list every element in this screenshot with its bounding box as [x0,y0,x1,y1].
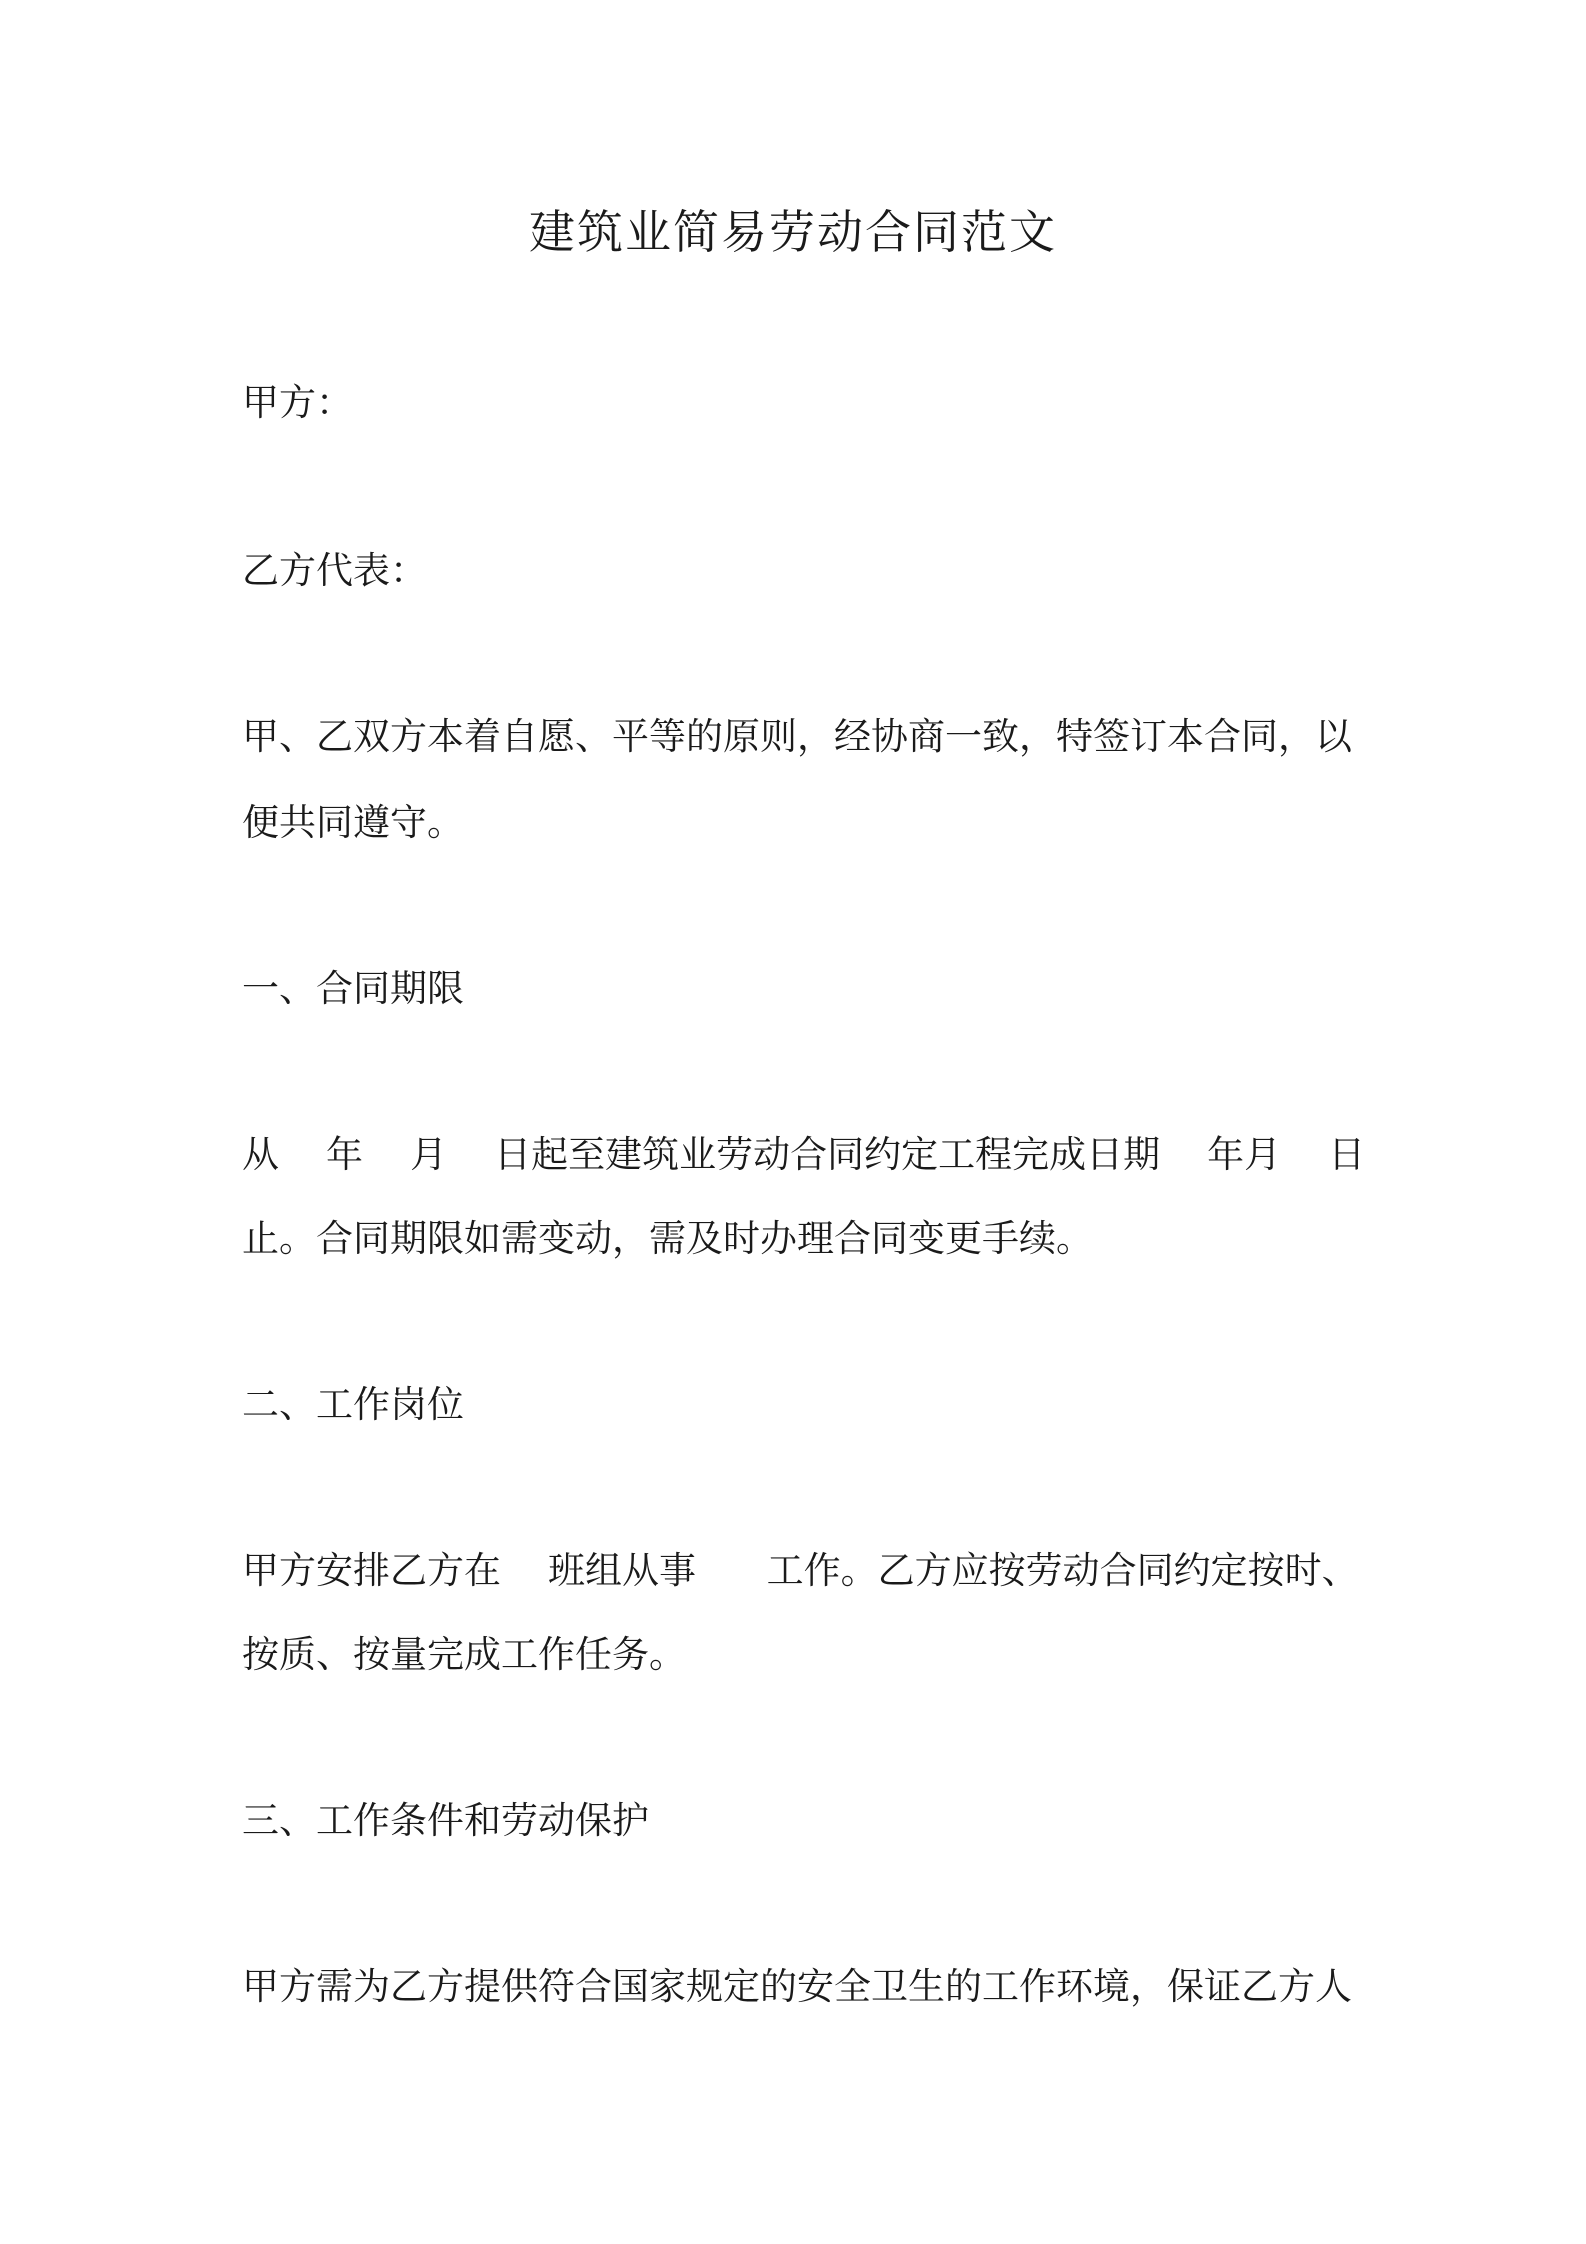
section-3-line-1: 甲方需为乙方提供符合国家规定的安全卫生的工作环境，保证乙方人 [242,1965,1352,2008]
document-title: 建筑业简易劳动合同范文 [529,205,1057,259]
party-a-label: 甲方： [242,381,353,424]
section-3-heading: 三、工作条件和劳动保护 [242,1799,649,1842]
section-2-line-2: 按质、按量完成工作任务。 [242,1633,686,1676]
intro-paragraph-line-1: 甲、乙双方本着自愿、平等的原则，经协商一致，特签订本合同，以 [242,715,1352,758]
intro-paragraph-line-2: 便共同遵守。 [242,801,464,844]
section-1-line-2: 止。合同期限如需变动，需及时办理合同变更手续。 [242,1217,1093,1260]
section-1-heading: 一、合同期限 [242,967,464,1010]
section-2-line-1: 甲方安排乙方在 班组从事 工作。乙方应按劳动合同约定按时、 [242,1549,1359,1592]
party-b-representative-label: 乙方代表： [242,549,427,592]
section-1-line-1: 从 年 月 日起至建筑业劳动合同约定工程完成日期 年月 日 [242,1133,1366,1176]
section-2-heading: 二、工作岗位 [242,1383,464,1426]
